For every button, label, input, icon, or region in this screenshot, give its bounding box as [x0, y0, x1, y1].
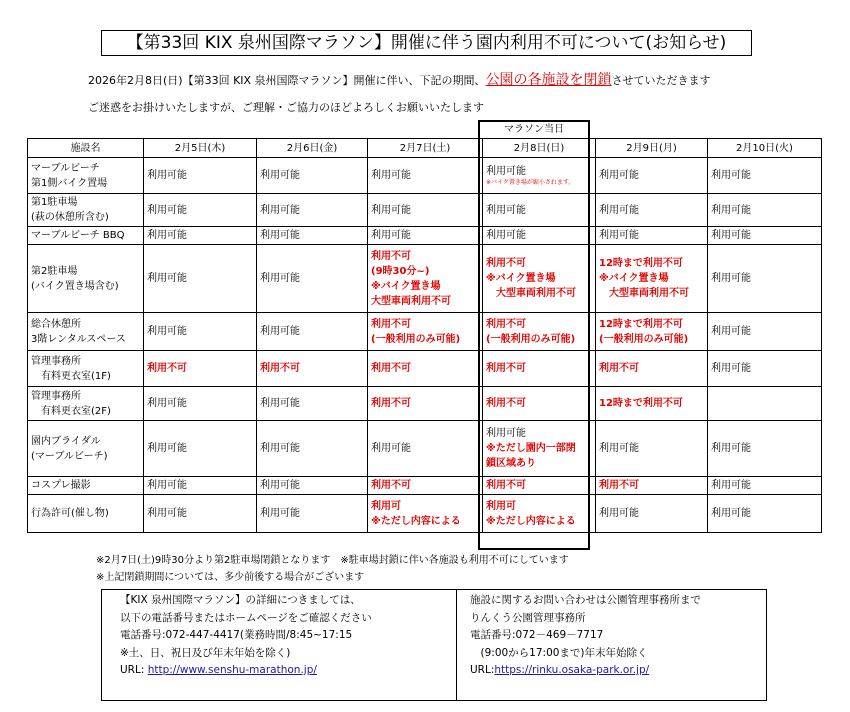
note-line: ※2月7日(土)9時30分より第2駐車場閉鎖となります ※駐車場封鎖に伴い各施設も利用不可にしています	[96, 555, 569, 566]
status-text: 利用不可	[486, 363, 526, 374]
status-cell	[708, 245, 822, 313]
status-text: ※バイク置き場	[371, 280, 441, 292]
status-cell	[257, 227, 368, 245]
status-text: ※ただし内容による	[371, 515, 461, 527]
status-cell	[257, 194, 368, 227]
status-cell	[596, 158, 708, 194]
status-text: 利用可能	[711, 273, 751, 284]
status-text: 利用不可	[599, 480, 639, 491]
status-text: 利用可能	[599, 170, 639, 181]
status-text: (一般利用のみ可能)	[599, 333, 689, 345]
info-divider	[456, 590, 457, 700]
facility-name-cell	[28, 194, 144, 227]
status-text: 利用可能	[371, 204, 411, 216]
status-cell	[144, 194, 257, 227]
status-text: 利用不可	[371, 318, 411, 330]
status-cell	[596, 194, 708, 227]
status-text: 利用可能	[371, 230, 411, 241]
facility-name-line: 有料更衣室(1F)	[31, 370, 111, 382]
status-cell	[708, 387, 822, 421]
facility-name-line: コスプレ撮影	[31, 480, 91, 491]
facility-name-line: 管理事務所	[31, 355, 81, 367]
status-cell	[368, 495, 483, 533]
facility-name-cell	[28, 158, 144, 194]
status-text: 利用可能	[371, 443, 411, 454]
status-cell	[483, 351, 596, 387]
status-cell	[144, 477, 257, 495]
facility-name-line: 3階レンタルスペース	[31, 333, 126, 345]
status-cell	[708, 421, 822, 477]
marathon-url-link[interactable]: http://www.senshu-marathon.jp/	[147, 664, 317, 676]
status-text: 大型車両利用不可	[599, 288, 689, 299]
header-date: 2月7日(土)	[368, 139, 483, 158]
status-text: 利用可能	[371, 170, 411, 181]
header-date: 2月10日(火)	[708, 139, 822, 158]
status-cell	[257, 421, 368, 477]
status-text: 利用可能	[711, 443, 751, 454]
page-title: 【第33回 KIX 泉州国際マラソン】開催に伴う園内利用不可について(お知らせ)	[101, 30, 752, 56]
status-cell	[708, 495, 822, 533]
status-cell	[596, 477, 708, 495]
status-text: 利用可能	[147, 230, 187, 241]
status-cell	[144, 313, 257, 351]
status-text: 利用可能	[711, 204, 751, 216]
status-text: 利用不可	[599, 363, 639, 374]
table-row	[28, 421, 822, 477]
status-text: 利用可能	[599, 508, 639, 519]
facility-name-cell	[28, 387, 144, 421]
status-text: 鎖区域あり	[486, 458, 536, 469]
status-text: 利用可能	[147, 204, 187, 216]
facility-name-cell	[28, 495, 144, 533]
status-text: 利用可能	[147, 480, 187, 491]
status-text: (9時30分~)	[371, 265, 430, 277]
header-date: 2月5日(木)	[144, 139, 257, 158]
status-cell	[257, 387, 368, 421]
status-cell	[257, 158, 368, 194]
status-text: 12時まで利用不可	[599, 258, 683, 269]
status-text: 利用可能	[599, 204, 639, 216]
status-text: 利用可能	[486, 230, 526, 241]
status-text: 利用可能	[147, 508, 187, 519]
status-cell	[708, 351, 822, 387]
status-cell	[257, 477, 368, 495]
table-row	[28, 245, 822, 313]
status-text: 利用可	[486, 500, 516, 512]
info-text: 施設に関するお問い合わせは公園管理事務所まで	[470, 594, 701, 606]
status-text: 利用可能	[599, 443, 639, 454]
info-text: りんくう公園管理事務所	[470, 611, 586, 624]
status-text: 利用可能	[711, 326, 751, 337]
facility-name-line: 管理事務所	[31, 390, 81, 402]
phone-text: 電話番号:072-447-4417(業務時間/8:45~17:15	[120, 629, 353, 641]
status-cell	[596, 387, 708, 421]
status-cell	[368, 245, 483, 313]
status-text: 利用不可	[371, 250, 411, 262]
status-cell	[144, 421, 257, 477]
status-cell	[483, 313, 596, 351]
status-cell	[368, 227, 483, 245]
status-cell	[483, 245, 596, 313]
status-cell	[483, 477, 596, 495]
intro-line-2: ご迷惑をお掛けいたしますが、ご理解・ご協力のほどよろしくお願いいたします	[88, 101, 484, 114]
contact-info-box	[101, 589, 767, 701]
status-text: 利用可能	[486, 166, 526, 177]
status-text: 利用可能	[260, 398, 300, 409]
status-cell	[483, 194, 596, 227]
facility-name-line: 第1駐車場	[31, 197, 78, 208]
table-header-row	[28, 139, 822, 158]
facility-name-line: マーブルビーチ BBQ	[31, 230, 125, 241]
status-text: 利用可能	[711, 508, 751, 519]
facility-name-line: 行為許可(催し物)	[31, 508, 109, 519]
status-cell	[368, 313, 483, 351]
status-cell	[257, 313, 368, 351]
status-text: 利用可能	[260, 273, 300, 284]
status-text: 利用可能	[260, 170, 300, 181]
url-label: URL:	[470, 664, 495, 676]
table-row	[28, 227, 822, 245]
status-text: ※ただし園内一部閉	[486, 443, 576, 454]
facility-name-cell	[28, 245, 144, 313]
status-text: 利用不可	[371, 480, 411, 491]
status-cell	[144, 158, 257, 194]
status-text: ※ただし内容による	[486, 515, 576, 527]
status-text: 利用可能	[486, 428, 526, 439]
status-text: 利用可能	[260, 480, 300, 491]
status-footnote: ※バイク置き場が縮小されます。	[486, 179, 575, 186]
url-row	[470, 662, 701, 680]
status-cell	[368, 421, 483, 477]
park-url-link[interactable]: https://rinku.osaka-park.or.jp/	[494, 664, 650, 676]
status-text: 利用可能	[486, 204, 526, 216]
status-text: 利用可能	[711, 363, 751, 374]
table-row	[28, 158, 822, 194]
facility-name-cell	[28, 313, 144, 351]
status-text: 利用可能	[147, 326, 187, 337]
url-label: URL:	[120, 664, 148, 676]
status-cell	[368, 477, 483, 495]
table-row	[28, 351, 822, 387]
url-row	[120, 662, 372, 680]
status-text: 大型車両利用不可	[371, 295, 451, 307]
status-cell	[257, 245, 368, 313]
status-text: 利用不可	[260, 363, 300, 374]
facility-name-line: 有料更衣室(2F)	[31, 405, 111, 417]
status-cell	[144, 245, 257, 313]
status-cell	[257, 495, 368, 533]
status-cell	[708, 477, 822, 495]
status-cell	[708, 227, 822, 245]
status-text: 利用可能	[711, 170, 751, 181]
marathon-day-label: マラソン当日	[478, 120, 590, 138]
status-cell	[708, 194, 822, 227]
table-row	[28, 194, 822, 227]
status-cell	[483, 158, 596, 194]
status-text: 利用可能	[260, 443, 300, 454]
facility-schedule-table	[27, 138, 822, 533]
table-row	[28, 313, 822, 351]
header-date: 2月6日(金)	[257, 139, 368, 158]
intro-text-end: させていただきます	[611, 74, 711, 87]
status-text: 利用不可	[486, 398, 526, 409]
status-text: ※バイク置き場	[599, 273, 669, 284]
status-text: 利用可能	[147, 273, 187, 284]
status-text: 12時まで利用不可	[599, 398, 683, 409]
status-cell	[368, 387, 483, 421]
status-cell	[708, 158, 822, 194]
status-cell	[483, 421, 596, 477]
header-facility: 施設名	[28, 139, 144, 158]
status-cell	[596, 421, 708, 477]
facility-name-line: (バイク置き場含む)	[31, 280, 119, 292]
status-text: 利用不可	[486, 318, 526, 330]
facility-name-cell	[28, 227, 144, 245]
facility-name-cell	[28, 421, 144, 477]
status-text: 利用可能	[711, 230, 751, 241]
status-cell	[483, 387, 596, 421]
park-contact	[470, 592, 701, 680]
status-cell	[483, 227, 596, 245]
status-text: (一般利用のみ可能)	[486, 333, 576, 345]
status-cell	[596, 245, 708, 313]
status-text: 利用不可	[371, 398, 411, 409]
closure-highlight: 公園の各施設を閉鎖	[485, 72, 612, 88]
status-text: 利用可能	[711, 480, 751, 491]
info-text: (9:00から17:00まで)年末年始除く	[470, 646, 648, 659]
facility-name-line: (マーブルビーチ)	[31, 450, 108, 462]
facility-name-cell	[28, 477, 144, 495]
facility-name-line: マーブルビーチ	[31, 162, 100, 174]
status-text: 12時まで利用不可	[599, 318, 683, 330]
facility-name-line: (萩の休憩所含む)	[31, 212, 109, 223]
intro-text: 2026年2月8日(日)【第33回 KIX 泉州国際マラソン】開催に伴い、下記の期間、	[88, 74, 486, 87]
facility-name-line: 第1側バイク置場	[31, 177, 108, 189]
status-text: (一般利用のみ可能)	[371, 333, 461, 345]
table-row	[28, 495, 822, 533]
status-cell	[596, 227, 708, 245]
status-text: 利用可能	[147, 398, 187, 409]
status-cell	[144, 387, 257, 421]
facility-name-cell	[28, 351, 144, 387]
facility-name-line: 第2駐車場	[31, 265, 78, 277]
status-cell	[483, 495, 596, 533]
status-cell	[368, 351, 483, 387]
status-text: 利用不可	[371, 363, 411, 374]
phone-text: 電話番号:072－469－7717	[470, 629, 604, 641]
intro-line-1	[88, 72, 711, 89]
status-cell	[596, 313, 708, 351]
facility-name-line: 園内ブライダル	[31, 435, 101, 447]
note-line: ※上記閉鎖期間については、多少前後する場合がございます	[96, 572, 365, 583]
info-text: 以下の電話番号またはホームページをご確認ください	[120, 611, 372, 624]
header-date: 2月9日(月)	[596, 139, 708, 158]
status-text: 利用不可	[147, 363, 187, 374]
status-text: 利用可能	[147, 443, 187, 454]
status-cell	[144, 227, 257, 245]
status-text: 利用可能	[260, 230, 300, 241]
status-text: 利用不可	[486, 480, 526, 491]
table-row	[28, 477, 822, 495]
status-text: 利用可能	[260, 204, 300, 216]
status-text: 利用可能	[260, 326, 300, 337]
status-text: 利用可	[371, 500, 401, 512]
status-text: 大型車両利用不可	[486, 288, 576, 299]
info-text: ※土、日、祝日及び年末年始を除く)	[120, 646, 291, 659]
info-text: 【KIX 泉州国際マラソン】の詳細につきましては、	[120, 594, 361, 606]
status-cell	[144, 495, 257, 533]
status-cell	[596, 351, 708, 387]
status-text: 利用可能	[599, 230, 639, 241]
status-text: 利用可能	[147, 170, 187, 181]
status-cell	[257, 351, 368, 387]
status-text: 利用不可	[486, 258, 526, 269]
status-cell	[368, 194, 483, 227]
status-cell	[144, 351, 257, 387]
status-cell	[596, 495, 708, 533]
table-row	[28, 387, 822, 421]
facility-name-line: 総合休憩所	[31, 318, 81, 330]
status-cell	[368, 158, 483, 194]
status-text: ※バイク置き場	[486, 273, 556, 284]
marathon-contact	[120, 592, 372, 680]
status-cell	[708, 313, 822, 351]
header-date: 2月8日(日)	[483, 139, 596, 158]
status-text: 利用可能	[260, 508, 300, 519]
